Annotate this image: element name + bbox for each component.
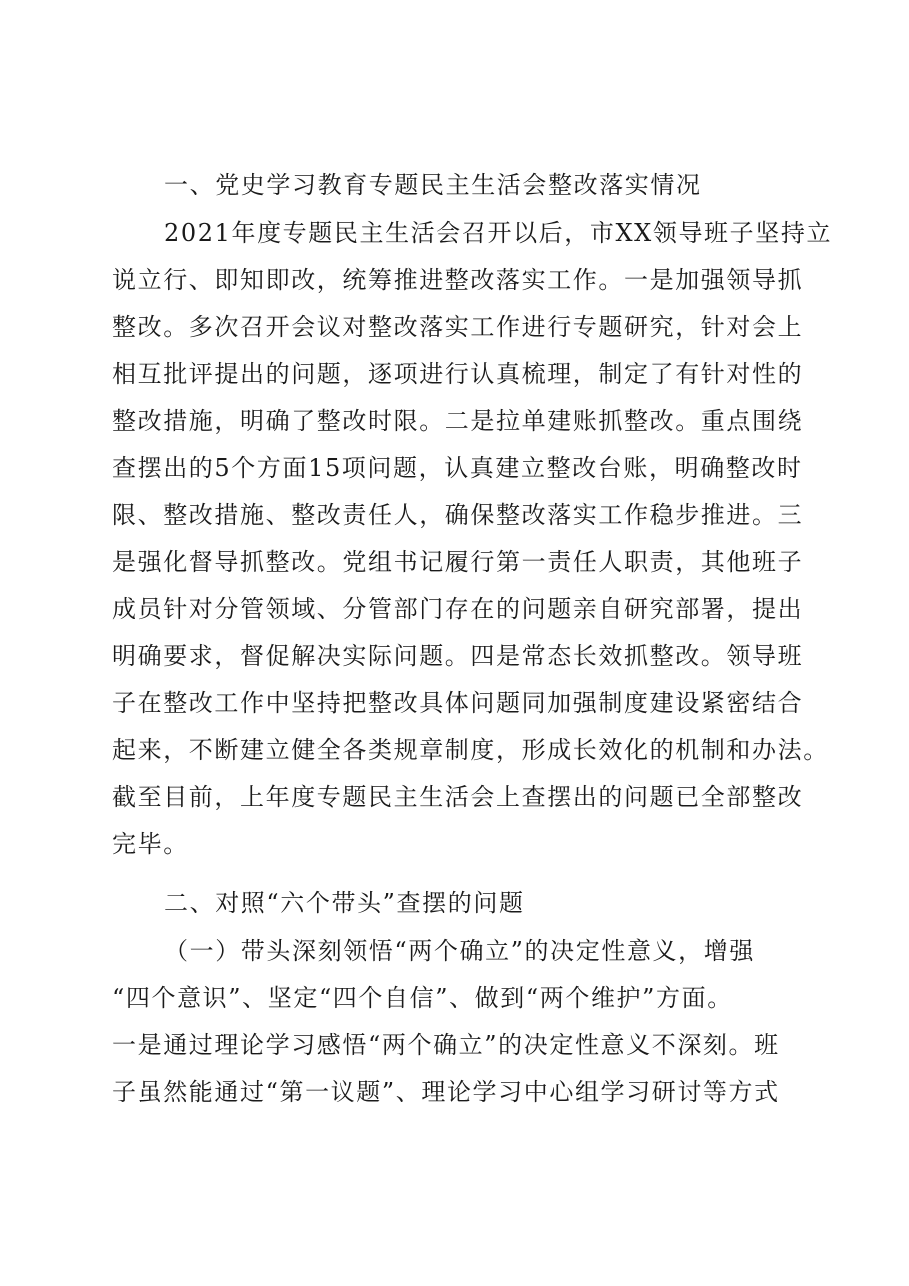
paragraph-line: 完毕。 xyxy=(112,830,189,858)
paragraph-line: 2021年度专题民主生活会召开以后，市XX领导班子坚持立 xyxy=(164,219,833,247)
paragraph-line: 成员针对分管领域、分管部门存在的问题亲自研究部署，提出 xyxy=(112,595,804,623)
paragraph-line: 截至目前，上年度专题民主生活会上查摆出的问题已全部整改 xyxy=(112,783,804,811)
paragraph-line: 整改。多次召开会议对整改落实工作进行专题研究，针对会上 xyxy=(112,313,804,341)
paragraph-line: 明确要求，督促解决实际问题。四是常态长效抓整改。领导班 xyxy=(112,642,804,670)
section-heading-2-text: 二、对照“六个带头”查摆的问题 xyxy=(164,889,525,917)
paragraph-line: 一是通过理论学习感悟“两个确立”的决定性意义不深刻。班 xyxy=(112,1031,780,1059)
paragraph-line: 整改措施，明确了整改时限。二是拉单建账抓整改。重点围绕 xyxy=(112,407,804,435)
paragraph-line: 是强化督导抓整改。党组书记履行第一责任人职责，其他班子 xyxy=(112,548,804,576)
paragraph-line: 查摆出的5个方面15项问题，认真建立整改台账，明确整改时 xyxy=(112,454,803,482)
paragraph-line: 说立行、即知即改，统筹推进整改落实工作。一是加强领导抓 xyxy=(112,266,804,294)
section-heading-2 xyxy=(112,880,802,927)
paragraph-line: “四个意识”、坚定“四个自信”、做到“两个维护”方面。 xyxy=(112,984,733,1012)
section-heading-1-text: 一、党史学习教育专题民主生活会整改落实情况 xyxy=(164,171,702,199)
section-1-paragraph xyxy=(112,210,833,868)
paragraph-line: 子在整改工作中坚持把整改具体问题同加强制度建设紧密结合 xyxy=(112,689,804,717)
paragraph-line: 相互批评提出的问题，逐项进行认真梳理，制定了有针对性的 xyxy=(112,360,804,388)
section-2-paragraph xyxy=(112,928,802,1116)
paragraph-line: 子虽然能通过“第一议题”、理论学习中心组学习研讨等方式 xyxy=(112,1078,780,1106)
section-heading-1 xyxy=(112,162,802,209)
paragraph-line: （一）带头深刻领悟“两个确立”的决定性意义，增强 xyxy=(164,937,755,965)
paragraph-line: 起来，不断建立健全各类规章制度，形成长效化的机制和办法。 xyxy=(112,736,829,764)
paragraph-line: 限、整改措施、整改责任人，确保整改落实工作稳步推进。三 xyxy=(112,501,804,529)
